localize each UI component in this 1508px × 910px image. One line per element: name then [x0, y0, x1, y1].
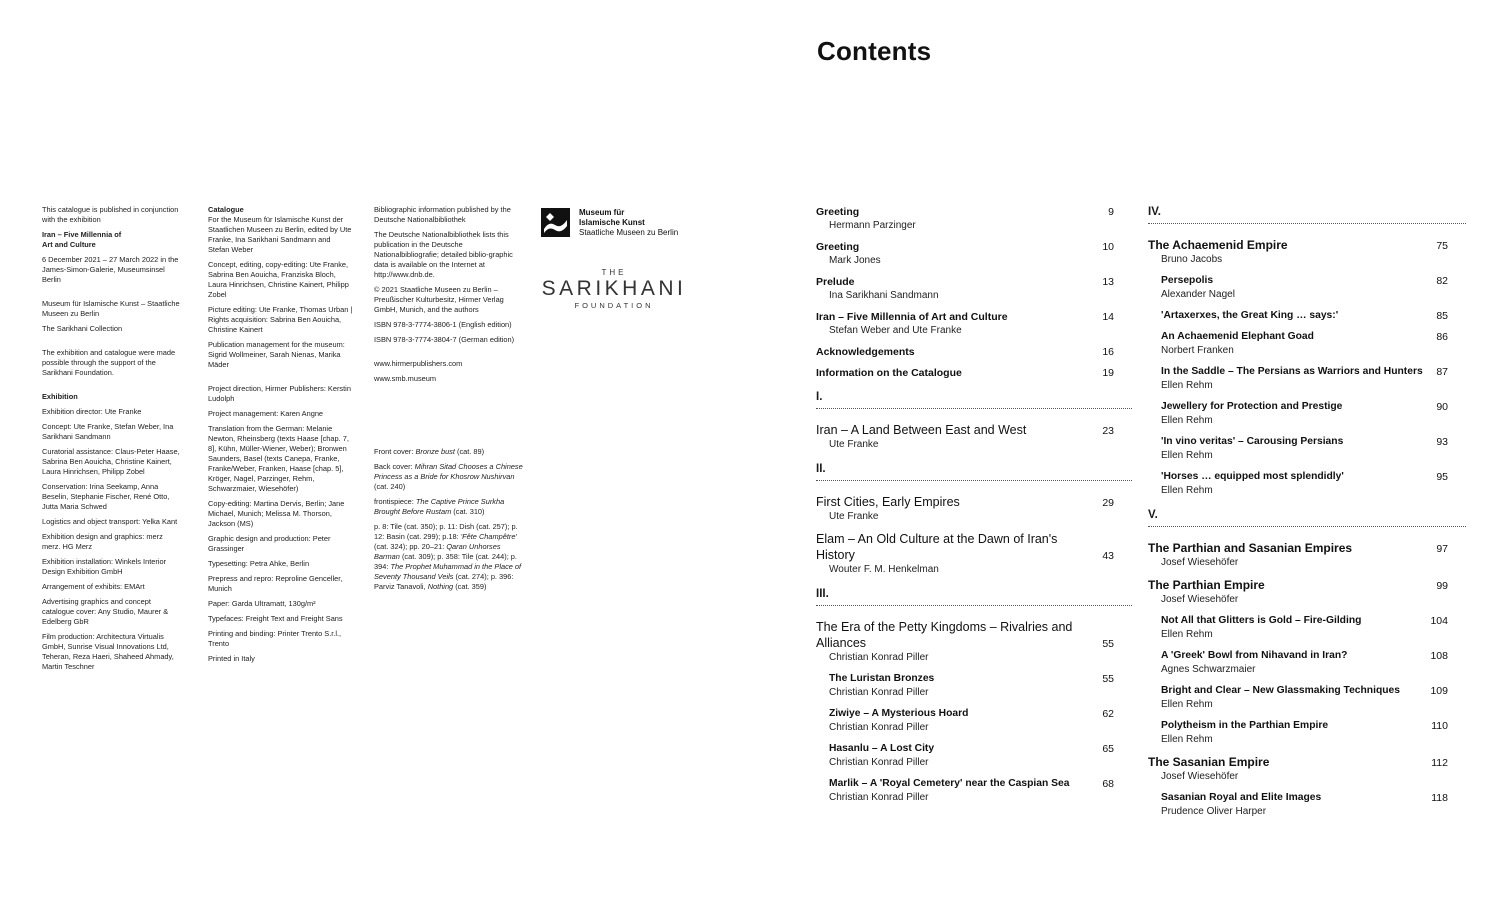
catalogue-credit-item: Prepress and repro: Reproline Genceller, Munich [208, 574, 343, 593]
toc-entry[interactable] [1148, 684, 1466, 712]
toc-entry-title: Bright and Clear – New Glassmaking Techniques [1161, 685, 1400, 696]
toc-entry-title: Greeting [816, 241, 860, 253]
bibliographic-item: The Deutsche Nationalbibliothek lists this publication in the Deutsche Nationalbibliografie; detailed biblio-graphic data is available on the Internet at http://www.dnb.de. [374, 230, 513, 279]
toc-entry-author: Mark Jones [829, 255, 881, 266]
toc-entry-author: Stefan Weber and Ute Franke [829, 325, 962, 336]
catalogue-credits-b [208, 384, 353, 664]
toc-entry[interactable] [1148, 791, 1466, 819]
toc-entry-author: Ute Franke [829, 511, 879, 522]
toc-entry[interactable] [816, 275, 1132, 303]
toc-entry-author: Christian Konrad Piller [829, 722, 929, 733]
toc-entry-title: The Sasanian Empire [1148, 755, 1270, 769]
toc-entry[interactable] [816, 366, 1132, 380]
toc-entry-page: 118 [1431, 792, 1448, 804]
toc-entry-page: 14 [1102, 311, 1114, 323]
museum-logo [541, 208, 678, 238]
imprint-column-exhibition [42, 205, 182, 677]
toc-entry[interactable] [1148, 754, 1466, 784]
toc-entry-page: 87 [1436, 366, 1448, 378]
page-image-credits: p. 8: Tile (cat. 350); p. 11: Dish (cat. 257); p. 12: Basin (cat. 299); p.18: 'Fête Champêtre' (cat. 324); pp. 20–21: Qaran Unhorses Barman (cat. 309); p. 358: Tile (cat. 244); p. 394: The Prophet Muhammad in the Place of Seventy Thousand Veils (cat. 274); p. 396: Parviz Tanavoli, Nothing (cat. 359) [374, 522, 522, 591]
toc-entry-page: 29 [1102, 497, 1114, 509]
toc-entry-title: Sasanian Royal and Elite Images [1161, 792, 1322, 803]
catalogue-credit-item: Project direction, Hirmer Publishers: Kerstin Ludolph [208, 384, 351, 403]
toc-entry-page: 110 [1431, 720, 1448, 732]
exhibition-credit-item: Advertising graphics and concept catalogue cover: Any Studio, Maurer & Edelberg GbR [42, 597, 169, 626]
toc-entry-author: Bruno Jacobs [1161, 254, 1223, 265]
exhibition-title-line1: Iran – Five Millennia of [42, 230, 122, 239]
bibliographic-item: Bibliographic information published by the Deutsche Nationalbibliothek [374, 205, 511, 224]
catalogue-credit-item: Copy-editing: Martina Dervis, Berlin; Jane Michael, Munich; Melissa M. Thorson, Jackson (MS) [208, 499, 345, 528]
bibliographic-item: ISBN 978-3-7774-3804-7 (German edition) [374, 335, 515, 344]
toc-entry[interactable] [816, 619, 1132, 665]
bibliographic-item: ISBN 978-3-7774-3806-1 (English edition) [374, 320, 512, 329]
toc-entry-author: Ellen Rehm [1161, 699, 1213, 710]
toc-entry-author: Alexander Nagel [1161, 289, 1235, 300]
toc-entry-page: 82 [1436, 275, 1448, 287]
toc-entry-title: Iran – Five Millennia of Art and Culture [816, 311, 1008, 323]
exhibition-credit-item: Conservation: Irina Seekamp, Anna Beselin, Stephanie Fischer, René Otto, Jutta Maria Schwed [42, 482, 170, 511]
toc-entry[interactable] [816, 531, 1132, 577]
exhibition-credit-item: Exhibition design and graphics: merz merz. HG Merz [42, 532, 163, 551]
exhibition-credit-item: Concept: Ute Franke, Stefan Weber, Ina Sarikhani Sandmann [42, 422, 174, 441]
toc-entry-title: Marlik – A 'Royal Cemetery' near the Caspian Sea [829, 778, 1070, 789]
exhibition-credit-item: Logistics and object transport: Yelka Kant [42, 517, 178, 526]
catalogue-credit-item: Printed in Italy [208, 654, 255, 663]
toc-entry-page: 65 [1102, 743, 1114, 755]
toc-entry-author: Agnes Schwarzmaier [1161, 664, 1256, 675]
exhibition-heading: Exhibition [42, 392, 78, 401]
toc-entry-title: Acknowledgements [816, 346, 915, 358]
toc-entry-title: Iran – A Land Between East and West [816, 423, 1027, 437]
toc-entry-page: 10 [1102, 241, 1114, 253]
catalogue-credit-item: Graphic design and production: Peter Grassinger [208, 534, 331, 553]
toc-entry-page: 68 [1102, 778, 1114, 790]
catalogue-credit-item: Project management: Karen Angne [208, 409, 324, 418]
toc-entry[interactable] [816, 707, 1132, 735]
catalogue-credit-item: Printing and binding: Printer Trento S.r.l., Trento [208, 629, 342, 648]
toc-entry[interactable] [1148, 274, 1466, 302]
section-heading: III. [816, 587, 1132, 606]
toc-entry-page: 13 [1102, 276, 1114, 288]
section-heading: I. [816, 390, 1132, 409]
toc-entry-title: Elam – An Old Culture at the Dawn of Iran's History [816, 532, 1058, 562]
toc-entry-title: A 'Greek' Bowl from Nihavand in Iran? [1161, 650, 1348, 661]
toc-column-left [816, 205, 1132, 812]
toc-entry-title: Persepolis [1161, 275, 1214, 286]
catalogue-credit-item: Typesetting: Petra Ahke, Berlin [208, 559, 310, 568]
toc-entry-page: 9 [1108, 206, 1114, 218]
toc-entry-author: Josef Wiesehöfer [1161, 771, 1239, 782]
foundation-logo-name: SARIKHANI [541, 277, 687, 300]
museum-mark-icon [541, 208, 570, 237]
catalogue-credits-a [208, 215, 353, 370]
sarikhani-foundation-logo [538, 268, 690, 310]
toc-entry-page: 90 [1436, 401, 1448, 413]
web-links [374, 359, 526, 384]
catalogue-credit-item: Paper: Garda Ultramatt, 130g/m² [208, 599, 316, 608]
toc-entry-author: Ute Franke [829, 439, 879, 450]
toc-entry[interactable] [1148, 400, 1466, 428]
catalogue-credit-item: For the Museum für Islamische Kunst der Staatlichen Museen zu Berlin, edited by Ute Franke, Ina Sarikhani Sandmann and Stefan Weber [208, 215, 352, 254]
toc-entry-title: 'Artaxerxes, the Great King … says:' [1161, 310, 1339, 321]
toc-entry[interactable] [1148, 470, 1466, 498]
toc-entry[interactable] [1148, 237, 1466, 267]
imprint-column-bibliographic [374, 205, 526, 597]
foundation-logo-sub: FOUNDATION [574, 301, 654, 310]
toc-entry-author: Ellen Rehm [1161, 485, 1213, 496]
toc-entry-page: 23 [1102, 425, 1114, 437]
exhibition-credit-item: Curatorial assistance: Claus-Peter Haase, Sabrina Ben Aouicha, Christine Kainert, Laura Hinrichsen, Philipp Zobel [42, 447, 180, 476]
toc-entry-author: Ellen Rehm [1161, 629, 1213, 640]
bibliographic-item: © 2021 Staatliche Museen zu Berlin – Preußischer Kulturbesitz, Hirmer Verlag GmbH, Munich, and the authors [374, 285, 504, 314]
museum-logo-line3: Staatliche Museen zu Berlin [579, 228, 679, 237]
museum-logo-line2: Islamische Kunst [579, 218, 645, 227]
section-heading: V. [1148, 508, 1466, 527]
exhibition-credit-item: Exhibition director: Ute Franke [42, 407, 142, 416]
toc-entry-author: Ellen Rehm [1161, 415, 1213, 426]
museum-logo-line1: Museum für [579, 208, 625, 217]
exhibition-credit-item: Exhibition installation: Winkels Interior Design Exhibition GmbH [42, 557, 167, 576]
exhibition-credit-item: Film production: Architectura Virtualis GmbH, Sunrise Visual Innovations Ltd, Teheran, Reza Haeri, Shaheed Ahmady, Martin Teschner [42, 632, 174, 671]
toc-entry-page: 95 [1436, 471, 1448, 483]
foundation-logo-the: THE [601, 268, 627, 277]
toc-entry-title: The Era of the Petty Kingdoms – Rivalries and Alliances [816, 620, 1073, 650]
front-cover-credit: Front cover: Bronze bust (cat. 89) [374, 447, 485, 456]
toc-entry-author: Wouter F. M. Henkelman [829, 564, 939, 575]
section-heading: II. [816, 462, 1132, 481]
toc-entry-page: 104 [1430, 615, 1448, 627]
toc-entry-page: 16 [1102, 346, 1114, 358]
support-note: The exhibition and catalogue were made possible through the support of the Sarikhani Foundation. [42, 348, 176, 377]
toc-entry-author: Ellen Rehm [1161, 450, 1213, 461]
toc-entry[interactable] [816, 240, 1132, 268]
toc-entry[interactable] [816, 422, 1132, 452]
toc-entry-title: An Achaemenid Elephant Goad [1161, 331, 1314, 342]
toc-entry-page: 109 [1430, 685, 1448, 697]
toc-entry-page: 108 [1430, 650, 1448, 662]
toc-entry-title: Hasanlu – A Lost City [829, 743, 935, 754]
toc-entry-author: Josef Wiesehöfer [1161, 557, 1239, 568]
back-cover-credit: Back cover: Mihran Sitad Chooses a Chinese Princess as a Bride for Khosrow Nushirvan (cat. 240) [374, 462, 523, 491]
toc-entry-title: Not All that Glitters is Gold – Fire-Gilding [1161, 615, 1362, 626]
catalogue-credit-item: Concept, editing, copy-editing: Ute Franke, Sabrina Ben Aouicha, Franziska Bloch, Laura Hinrichsen, Christine Kainert, Philipp Zobel [208, 260, 349, 299]
toc-entry[interactable] [816, 777, 1132, 805]
toc-entry-author: Christian Konrad Piller [829, 757, 929, 768]
toc-entry-page: 75 [1436, 240, 1448, 252]
bibliographic-info [374, 205, 526, 345]
toc-entry-author: Christian Konrad Piller [829, 687, 929, 698]
web-link[interactable]: www.hirmerpublishers.com [374, 359, 463, 368]
toc-entry-author: Ina Sarikhani Sandmann [829, 290, 939, 301]
toc-entry[interactable] [816, 345, 1132, 359]
catalogue-credit-item: Typefaces: Freight Text and Freight Sans [208, 614, 343, 623]
section-heading: IV. [1148, 205, 1466, 224]
toc-entry-author: Ellen Rehm [1161, 734, 1213, 745]
toc-entry-author: Christian Konrad Piller [829, 792, 929, 803]
toc-entry[interactable] [1148, 540, 1466, 570]
toc-entry-page: 55 [1102, 638, 1114, 650]
toc-entry-title: The Achaemenid Empire [1148, 238, 1288, 252]
exhibition-dates: 6 December 2021 – 27 March 2022 in the James-Simon-Galerie, Museumsinsel Berlin [42, 255, 179, 284]
catalogue-credit-item: Picture editing: Ute Franke, Thomas Urban | Rights acquisition: Sabrina Ben Aouicha, Christine Kainert [208, 305, 353, 334]
toc-entry-author: Josef Wiesehöfer [1161, 594, 1239, 605]
intro-text: This catalogue is published in conjunction with the exhibition [42, 205, 179, 224]
toc-entry-page: 112 [1431, 757, 1448, 769]
toc-entry-page: 85 [1436, 310, 1448, 322]
toc-entry-author: Christian Konrad Piller [829, 652, 929, 663]
toc-entry-title: Information on the Catalogue [816, 367, 962, 379]
toc-entry[interactable] [816, 205, 1132, 233]
toc-entry[interactable] [1148, 435, 1466, 463]
toc-entry-title: The Luristan Bronzes [829, 673, 935, 684]
toc-entry[interactable] [816, 672, 1132, 700]
toc-entry-title: The Parthian Empire [1148, 578, 1265, 592]
toc-entry-title: Greeting [816, 206, 860, 218]
toc-entry[interactable] [1148, 719, 1466, 747]
toc-entry-author: Prudence Oliver Harper [1161, 806, 1267, 817]
catalogue-heading: Catalogue [208, 205, 244, 214]
toc-entry-title: In the Saddle – The Persians as Warriors and Hunters [1161, 366, 1423, 377]
toc-entry[interactable] [816, 310, 1132, 338]
toc-entry-title: First Cities, Early Empires [816, 495, 960, 509]
toc-entry[interactable] [1148, 614, 1466, 642]
org-collection: The Sarikhani Collection [42, 324, 123, 333]
org-museum: Museum für Islamische Kunst – Staatliche Museen zu Berlin [42, 299, 180, 318]
toc-entry-page: 86 [1436, 331, 1448, 343]
toc-entry-page: 62 [1102, 708, 1114, 720]
toc-entry-author: Hermann Parzinger [829, 220, 916, 231]
toc-entry-title: The Parthian and Sasanian Empires [1148, 541, 1353, 555]
toc-entry-page: 93 [1436, 436, 1448, 448]
toc-entry-title: Ziwiye – A Mysterious Hoard [829, 708, 969, 719]
imprint-column-catalogue [208, 205, 353, 669]
toc-entry-page: 43 [1102, 550, 1114, 562]
toc-entry[interactable] [816, 742, 1132, 770]
toc-entry[interactable] [1148, 365, 1466, 393]
toc-entry[interactable] [1148, 309, 1466, 323]
page-title: Contents [817, 36, 932, 66]
toc-entry[interactable] [1148, 577, 1466, 607]
toc-entry-title: 'In vino veritas' – Carousing Persians [1161, 436, 1344, 447]
web-link[interactable]: www.smb.museum [374, 374, 437, 383]
catalogue-credit-item: Publication management for the museum: Sigrid Wollmeiner, Sarah Nienas, Marika Mäder [208, 340, 345, 369]
toc-entry[interactable] [1148, 649, 1466, 677]
toc-entry-title: Polytheism in the Parthian Empire [1161, 720, 1329, 731]
toc-entry[interactable] [816, 494, 1132, 524]
toc-entry-page: 99 [1436, 580, 1448, 592]
exhibition-title-line2: Art and Culture [42, 240, 96, 249]
frontispiece-credit: frontispiece: The Captive Prince Surkha Brought Before Rustam (cat. 310) [374, 497, 505, 516]
toc-entry[interactable] [1148, 330, 1466, 358]
toc-entry-title: 'Horses … equipped most splendidly' [1161, 471, 1344, 482]
toc-entry-title: Jewellery for Protection and Prestige [1161, 401, 1343, 412]
toc-entry-page: 55 [1102, 673, 1114, 685]
exhibition-credits [42, 407, 182, 672]
toc-entry-title: Prelude [816, 276, 855, 288]
toc-column-right [1148, 205, 1466, 826]
toc-entry-author: Norbert Franken [1161, 345, 1234, 356]
exhibition-credit-item: Arrangement of exhibits: EMArt [42, 582, 145, 591]
catalogue-credit-item: Translation from the German: Melanie Newton, Rheinsberg (texts Haase [chap. 7, 8], Kühn, Müller-Wiener, Weber); Bronwen Saunders, Basel (texts Canepa, Franke, Franke/Weber, Franken, Haase [chap. 5], Kröger, Nagel, Parzinger, Rehm, Schwarzmaier, Wiesehöfer) [208, 424, 349, 493]
toc-entry-author: Ellen Rehm [1161, 380, 1213, 391]
toc-entry-page: 97 [1436, 543, 1448, 555]
toc-entry-page: 19 [1102, 367, 1114, 379]
